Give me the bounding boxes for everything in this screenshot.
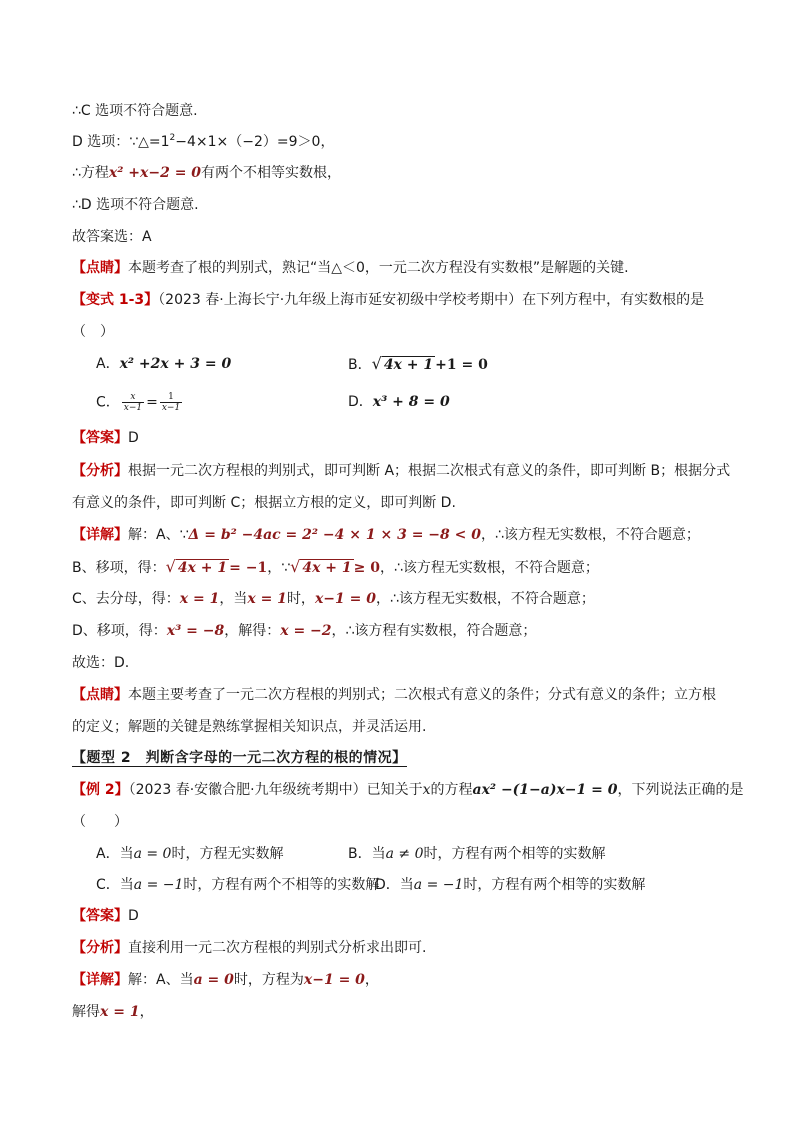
- conclusion-line: 故选：D.: [72, 655, 130, 671]
- example-header: 【例 2】（2023 春·安徽合肥·九年级统考期中）已知关于x的方程ax² −(1−a)x−1 = 0，下列说法正确的是: [72, 782, 744, 798]
- detail-line: D、移项，得：x³ = −8，解得：x = −2，∴该方程有实数根，符合题意；: [72, 623, 537, 639]
- detail-line: 解得x = 1，: [72, 1004, 154, 1020]
- example-option-a: A．当a = 0时，方程无实数解: [96, 846, 284, 862]
- detail-line: B、移项，得：√ 4x + 1 = −1，∵√ 4x + 1 ≥ 0，∴该方程无实数根，不符合题意；: [72, 557, 599, 576]
- analysis-line: 【分析】根据一元二次方程根的判别式，即可判断 A；根据二次根式有意义的条件，即可判断 B；根据分式: [72, 463, 731, 479]
- remark-line: 【点睛】本题考查了根的判别式，熟记“当△＜0，一元二次方程没有实数根”是解题的关键.: [72, 260, 629, 276]
- text-line: ∴D 选项不符合题意.: [72, 197, 199, 213]
- section-heading: 【题型 2 判断含字母的一元二次方程的根的情况】: [72, 750, 407, 766]
- question-header: 【变式 1-3】（2023 春·上海长宁·九年级上海市延安初级中学校考期中）在下列方程中，有实数根的是: [72, 292, 705, 308]
- text-line: D 选项：$\because\triangle=1^2-4\times 1\times(-2)=9>0$，: [72, 133, 335, 150]
- remark-line: 【点睛】本题主要考查了一元二次方程根的判别式；二次根式有意义的条件；分式有意义的条件；立方根: [72, 687, 716, 703]
- option-a: A．x² +2x + 3 = 0: [96, 356, 232, 372]
- question-paren: （ ）: [72, 324, 114, 340]
- example-option-b: B．当a ≠ 0时，方程有两个相等的实数解: [348, 846, 606, 862]
- option-d: D．x³ + 8 = 0: [348, 394, 450, 410]
- math-equation: x² +x−2 = 0: [108, 165, 202, 181]
- example-option-c: C．当a = −1时，方程有两个不相等的实数解: [96, 877, 380, 893]
- example-option-d: D．当a = −1时，方程有两个相等的实数解: [375, 877, 646, 893]
- detail-line: 【详解】解：A、∵Δ = b² −4ac = 2² −4 × 1 × 3 = −8 < 0，∴该方程无实数根，不符合题意；: [72, 527, 700, 543]
- analysis-line: 【分析】直接利用一元二次方程根的判别式分析求出即可.: [72, 940, 427, 956]
- detail-line: C、去分母，得：x = 1，当x = 1时，x−1 = 0，∴该方程无实数根，不符合题意；: [72, 591, 595, 607]
- answer-line: 【答案】D: [72, 430, 139, 446]
- analysis-line: 有意义的条件，即可判断 C；根据立方根的定义，即可判断 D.: [72, 495, 456, 511]
- text-line: ∴C 选项不符合题意.: [72, 103, 198, 119]
- option-c: C． $\frac{x}{x-1}$ = $\frac{1}{x-1}$: [96, 392, 181, 413]
- question-paren: （ ）: [72, 814, 128, 830]
- text-line: 故答案选：A: [72, 229, 152, 245]
- option-b: B．√ 4x + 1 +1 = 0: [348, 354, 488, 373]
- remark-line: 的定义；解题的关键是熟练掌握相关知识点，并灵活运用.: [72, 719, 427, 735]
- text-line: ∴方程x² +x−2 = 0有两个不相等实数根，: [72, 165, 342, 181]
- detail-line: 【详解】解：A、当a = 0时，方程为x−1 = 0，: [72, 972, 379, 988]
- answer-line: 【答案】D: [72, 908, 139, 924]
